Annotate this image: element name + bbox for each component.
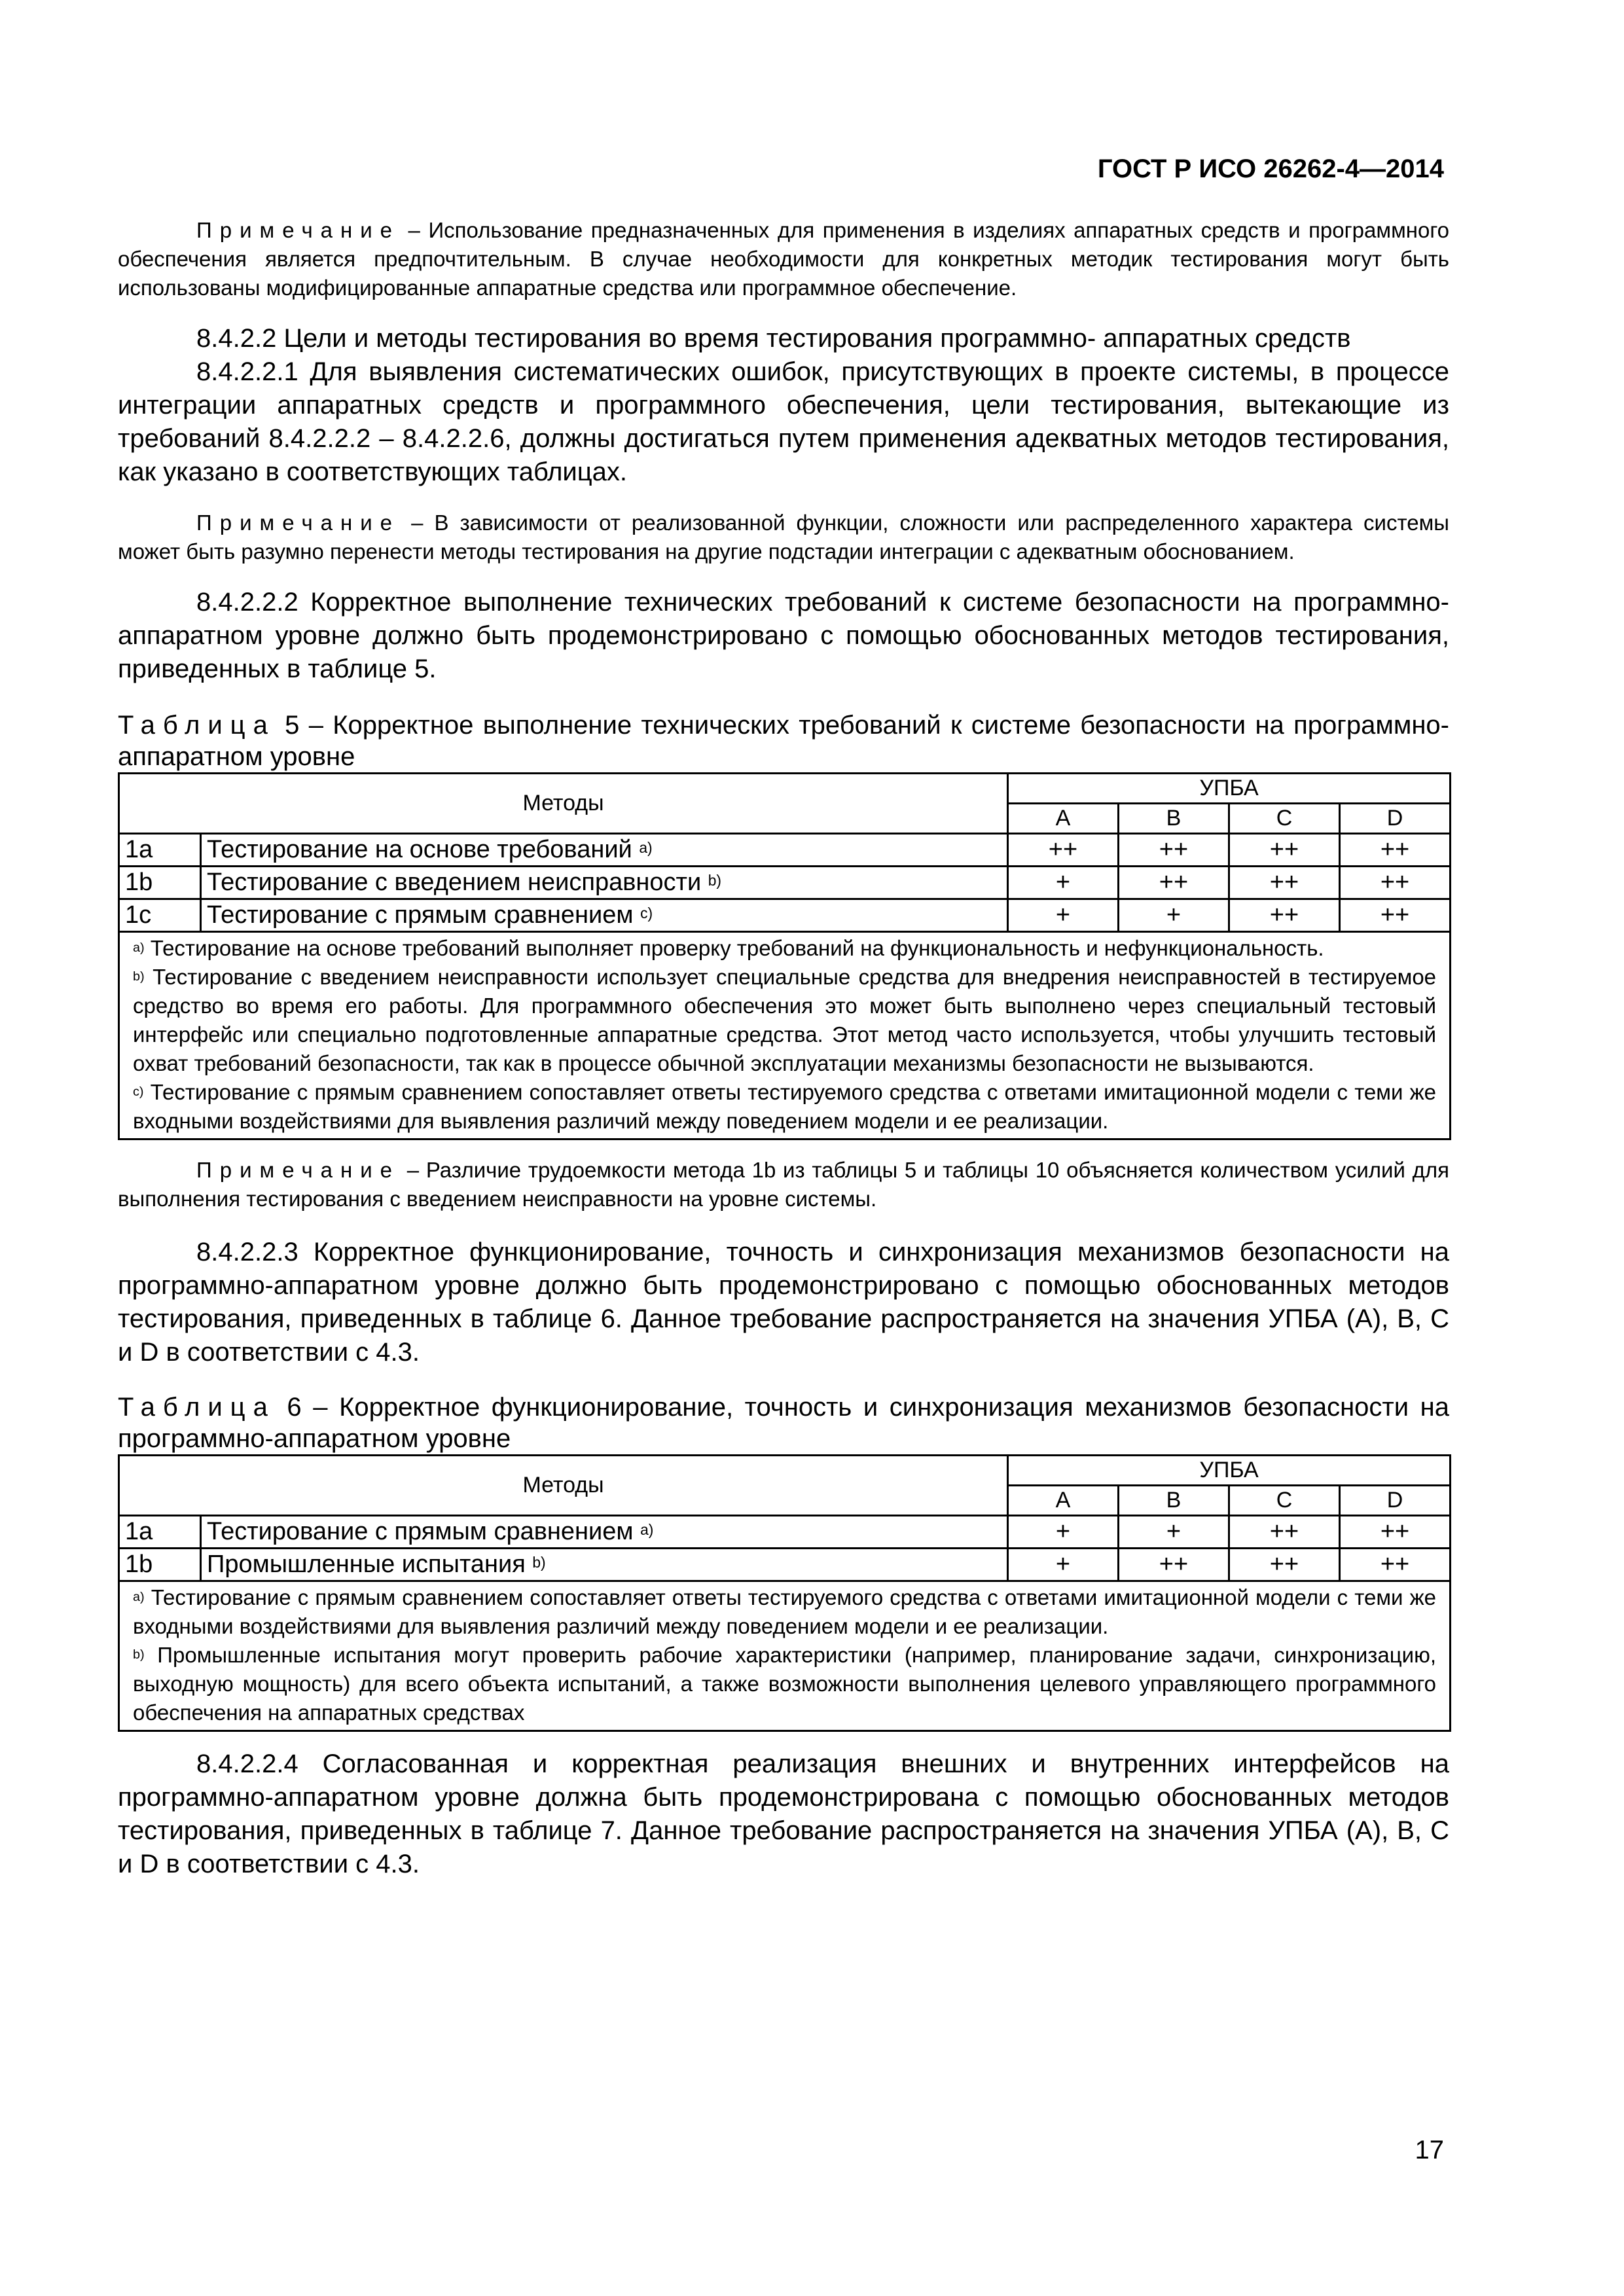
row-method bbox=[201, 899, 1008, 932]
cell-value: ++ bbox=[1340, 834, 1451, 867]
cell-value: ++ bbox=[1008, 834, 1119, 867]
row-id: 1c bbox=[119, 899, 201, 932]
table-row bbox=[119, 1549, 1451, 1581]
cell-value: ++ bbox=[1340, 1516, 1451, 1549]
level-header: A bbox=[1008, 1486, 1119, 1516]
cell-value: + bbox=[1008, 899, 1119, 932]
table-6-caption bbox=[118, 1391, 1449, 1454]
level-header: D bbox=[1340, 1486, 1451, 1516]
methods-header: Методы bbox=[119, 774, 1008, 834]
table-row bbox=[119, 867, 1451, 899]
footnote-ref: b) bbox=[708, 872, 722, 889]
level-header: B bbox=[1119, 804, 1229, 834]
method-text: Тестирование с прямым сравнением bbox=[207, 1518, 641, 1545]
note-1 bbox=[118, 216, 1449, 302]
cell-value: ++ bbox=[1119, 834, 1229, 867]
level-header: B bbox=[1119, 1486, 1229, 1516]
row-method bbox=[201, 1549, 1008, 1581]
upba-header: УПБА bbox=[1008, 1456, 1451, 1486]
paragraph-8-4-2-2-1: 8.4.2.2.1 Для выявления систематических ошибок, присутствующих в проекте системы, в процессе интеграции аппаратных средств и программного обеспечения, цели тестирования, вытекающие из требований 8.4.2.2.2 – 8.4.2.2.6, должны достигаться путем применения адекватных методов тестирования, как указано в соответствующих таблицах. bbox=[118, 357, 1449, 486]
footnote-mark: b) bbox=[133, 1647, 145, 1662]
cell-value: ++ bbox=[1229, 834, 1340, 867]
cell-value: ++ bbox=[1229, 899, 1340, 932]
cell-value: ++ bbox=[1340, 867, 1451, 899]
page-content bbox=[118, 216, 1449, 1881]
row-id: 1a bbox=[119, 1516, 201, 1549]
paragraph-8-4-2-2-4: 8.4.2.2.4 Согласованная и корректная реализация внешних и внутренних интерфейсов на программно-аппаратном уровне должна быть продемонстрирована с помощью обоснованных методов тестирования, приведенных в таблице 7. Данное требование распространяется на значения УПБА (A), B, C и D в соответствии с 4.3. bbox=[118, 1749, 1449, 1878]
caption-text: 6 – Корректное функционирование, точность и синхронизация механизмов безопасности на программно-аппаратном уровне bbox=[118, 1393, 1449, 1453]
note-text: – В зависимости от реализованной функции, сложности или распределенного характера системы может быть разумно перенести методы тестирования на другие подстадии интеграции с адекватным обоснованием. bbox=[118, 511, 1449, 564]
page-number: 17 bbox=[1415, 2136, 1444, 2164]
level-header: D bbox=[1340, 804, 1451, 834]
footnote-text: Промышленные испытания могут проверить рабочие характеристики (например, планирование задачи, синхронизацию, выходную мощность) для всего объекта испытаний, а также возможности выполнения целевого управляющего программного обеспечения на аппаратных средствах bbox=[133, 1643, 1437, 1725]
footnote-mark: c) bbox=[133, 1085, 144, 1100]
cell-value: + bbox=[1008, 1549, 1119, 1581]
caption-text: 5 – Корректное выполнение технических требований к системе безопасности на программно-аппаратном уровне bbox=[118, 711, 1449, 771]
table-5-caption bbox=[118, 709, 1449, 772]
note-label: Примечание bbox=[196, 511, 401, 535]
row-method bbox=[201, 867, 1008, 899]
paragraph-8-4-2-2: 8.4.2.2 Цели и методы тестирования во время тестирования программно- аппаратных средств bbox=[196, 324, 1351, 353]
document-header: ГОСТ Р ИСО 26262-4—2014 bbox=[1097, 154, 1444, 183]
row-id: 1a bbox=[119, 834, 201, 867]
footnote bbox=[133, 963, 1436, 1078]
row-id: 1b bbox=[119, 1549, 201, 1581]
table-5-footnotes bbox=[119, 932, 1451, 1139]
note-label: Примечание bbox=[196, 218, 401, 242]
note-text: – Различие трудоемкости метода 1b из таблицы 5 и таблицы 10 объясняется количеством усилий для выполнения тестирования с введением неисправности на уровне системы. bbox=[118, 1158, 1449, 1211]
note-3 bbox=[118, 1156, 1449, 1213]
cell-value: ++ bbox=[1119, 867, 1229, 899]
caption-label: Таблица bbox=[118, 1393, 276, 1422]
cell-value: ++ bbox=[1229, 867, 1340, 899]
footnote-text: Тестирование на основе требований выполняет проверку требований на функциональность и нефункциональность. bbox=[144, 936, 1324, 960]
table-row bbox=[119, 834, 1451, 867]
footnote-mark: b) bbox=[133, 969, 145, 984]
footnote-ref: b) bbox=[532, 1554, 546, 1571]
cell-value: ++ bbox=[1340, 899, 1451, 932]
level-header: C bbox=[1229, 1486, 1340, 1516]
footnote bbox=[133, 1641, 1436, 1727]
footnote-mark: a) bbox=[133, 941, 145, 956]
caption-label: Таблица bbox=[118, 711, 276, 740]
footnote bbox=[133, 1583, 1436, 1641]
footnote-text: Тестирование с введением неисправности использует специальные средства для внедрения неисправностей в тестируемое средство во время его работы. Для программного обеспечения это может быть выполнено через специальный тестовый интерфейс или специально подготовленные аппаратные средства. Этот метод часто используется, чтобы улучшить тестовый охват требований безопасности, так как в процессе обычной эксплуатации механизмы безопасности не вызываются. bbox=[133, 965, 1437, 1075]
row-id: 1b bbox=[119, 867, 201, 899]
footnote-ref: a) bbox=[639, 839, 653, 857]
note-text: – Использование предназначенных для применения в изделиях аппаратных средств и программного обеспечения является предпочтительным. В случае необходимости для конкретных методик тестирования могут быть использованы модифицированные аппаратные средства или программное обеспечение. bbox=[118, 218, 1449, 300]
table-6-footnotes bbox=[119, 1581, 1451, 1731]
footnote-text: Тестирование с прямым сравнением сопоставляет ответы тестируемого средства с ответами имитационной модели с теми же входными воздействиями для выявления различий между поведением модели и ее реализации. bbox=[133, 1080, 1437, 1133]
upba-header: УПБА bbox=[1008, 774, 1451, 804]
cell-value: + bbox=[1119, 899, 1229, 932]
note-2 bbox=[118, 509, 1449, 566]
footnote bbox=[133, 1078, 1436, 1136]
methods-header: Методы bbox=[119, 1456, 1008, 1516]
footnote bbox=[133, 934, 1436, 963]
method-text: Тестирование на основе требований bbox=[207, 836, 640, 863]
footnote-ref: c) bbox=[640, 905, 653, 922]
table-row bbox=[119, 1516, 1451, 1549]
paragraph-8-4-2-2-2: 8.4.2.2.2 Корректное выполнение технических требований к системе безопасности на программно-аппаратном уровне должно быть продемонстрировано с помощью обоснованных методов тестирования, приведенных в таблице 5. bbox=[118, 588, 1449, 683]
cell-value: + bbox=[1008, 1516, 1119, 1549]
cell-value: ++ bbox=[1340, 1549, 1451, 1581]
footnote-text: Тестирование с прямым сравнением сопоставляет ответы тестируемого средства с ответами имитационной модели с теми же входными воздействиями для выявления различий между поведением модели и ее реализации. bbox=[133, 1585, 1437, 1638]
cell-value: + bbox=[1008, 867, 1119, 899]
cell-value: + bbox=[1119, 1516, 1229, 1549]
table-row bbox=[119, 899, 1451, 932]
cell-value: ++ bbox=[1229, 1549, 1340, 1581]
cell-value: ++ bbox=[1229, 1516, 1340, 1549]
row-method bbox=[201, 834, 1008, 867]
cell-value: ++ bbox=[1119, 1549, 1229, 1581]
method-text: Тестирование с прямым сравнением bbox=[207, 901, 641, 929]
level-header: C bbox=[1229, 804, 1340, 834]
level-header: A bbox=[1008, 804, 1119, 834]
table-5 bbox=[118, 772, 1451, 1140]
method-text: Тестирование с введением неисправности bbox=[207, 869, 708, 896]
paragraph-8-4-2-2-3: 8.4.2.2.3 Корректное функционирование, точность и синхронизация механизмов безопасности на программно-аппаратном уровне должно быть продемонстрировано с помощью обоснованных методов тестирования, приведенных в таблице 6. Данное требование распространяется на значения УПБА (A), B, C и D в соответствии с 4.3. bbox=[118, 1238, 1449, 1367]
table-6 bbox=[118, 1454, 1451, 1732]
row-method bbox=[201, 1516, 1008, 1549]
note-label: Примечание bbox=[196, 1158, 401, 1182]
footnote-mark: a) bbox=[133, 1590, 145, 1605]
method-text: Промышленные испытания bbox=[207, 1551, 533, 1578]
footnote-ref: a) bbox=[640, 1521, 654, 1539]
